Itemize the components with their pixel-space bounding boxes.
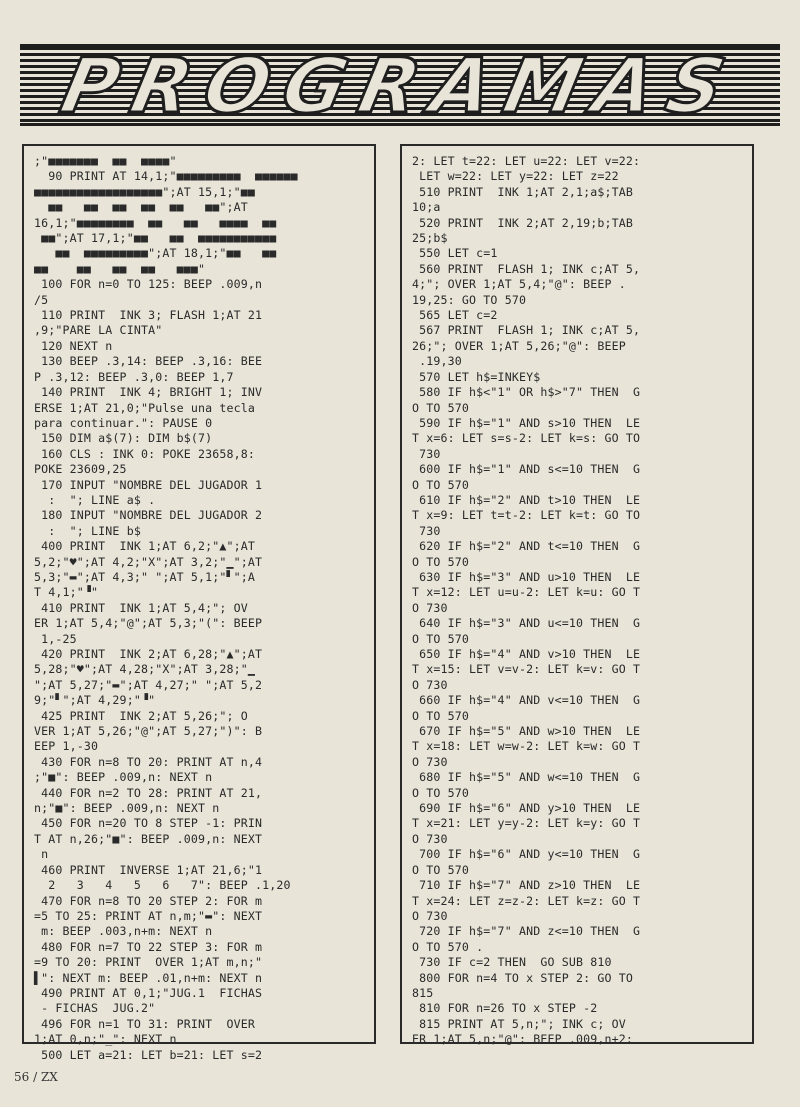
code-line: .19,30 [412,354,462,369]
code-listing-right [400,144,754,1047]
code-line: 170 INPUT "NOMBRE DEL JUGADOR 1 [34,477,263,492]
code-line: 480 FOR n=7 TO 22 STEP 3: FOR m [34,939,263,954]
code-line: 620 IF h$="2" AND t<=10 THEN G [412,539,641,554]
code-line: 510 PRINT INK 1;AT 2,1;a$;TAB [412,184,634,199]
code-line: ERSE 1;AT 21,0;"Pulse una tecla [34,400,256,415]
code-line: 440 FOR n=2 TO 28: PRINT AT 21, [34,785,263,800]
code-line: 496 FOR n=1 TO 31: PRINT OVER [34,1016,256,1031]
code-line: 4;"; OVER 1;AT 5,4;"@": BEEP . [412,277,626,292]
code-line: 100 FOR n=0 TO 125: BEEP .009,n [34,277,263,292]
code-line: 160 CLS : INK 0: POKE 23658,8: [34,446,256,461]
code-line: ER 1;AT 5,4;"@";AT 5,3;"(": BEEP [34,616,263,631]
code-line: 730 [412,523,441,538]
code-line: para continuar.": PAUSE 0 [34,415,213,430]
code-line: 10;a [412,200,441,215]
code-line: 815 [412,985,434,1000]
code-line: m: BEEP .003,n+m: NEXT n [34,924,213,939]
code-line: 650 IF h$="4" AND v>10 THEN LE [412,647,641,661]
code-line: ;"■■■■■■■ ■■ ■■■■" [34,154,177,168]
code-line: O TO 570 . [412,939,484,954]
code-line: POKE 23609,25 [34,462,127,477]
code-line: 700 IF h$="6" AND y<=10 THEN G [412,847,641,862]
code-line: 640 IF h$="3" AND u<=10 THEN G [412,616,641,631]
code-line: /5 [34,292,49,307]
code-line: T x=18: LET w=w-2: LET k=w: GO T [412,739,641,754]
code-listing-left [22,144,376,1062]
code-line: 26;"; OVER 1;AT 5,26;"@": BEEP [412,338,626,353]
code-line: 680 IF h$="5" AND w<=10 THEN G [412,770,641,785]
code-line: 180 INPUT "NOMBRE DEL JUGADOR 2 [34,508,263,523]
code-line: ▌": NEXT m: BEEP .01,n+m: NEXT n [34,970,263,985]
code-line: 9;"▘";AT 4,29;"▝" [34,693,156,708]
code-line: VER 1;AT 5,26;"@";AT 5,27;")": B [34,724,263,739]
code-line: 1;AT 0,n;"_": NEXT n [34,1032,177,1047]
code-line: 670 IF h$="5" AND w>10 THEN LE [412,724,641,739]
code-line: ,9;"PARE LA CINTA" [34,323,163,338]
code-line: O 730 [412,831,448,846]
header-banner [20,41,780,130]
code-line: 425 PRINT INK 2;AT 5,26;"; O [34,708,248,723]
code-line: ■■ ■■ ■■ ■■ ■■■" [34,261,206,276]
code-line: 410 PRINT INK 1;AT 5,4;"; OV [34,600,248,615]
code-line: O TO 570 [412,554,470,569]
code-line: : "; LINE b$ [34,523,141,538]
code-line: T x=9: LET t=t-2: LET k=t: GO TO [412,508,641,523]
code-line: 630 IF h$="3" AND u>10 THEN LE [412,569,641,584]
code-line: 120 NEXT n [34,338,113,353]
code-line: 800 FOR n=4 TO x STEP 2: GO TO [412,970,634,985]
code-line: 2: LET t=22: LET u=22: LET v=22: [412,154,641,168]
code-line: O TO 570 [412,862,470,877]
code-line: EEP 1,-30 [34,739,99,754]
code-line: ■■";AT 17,1;"■■ ■■ ■■■■■■■■■■■ [34,231,277,246]
code-line: T x=12: LET u=u-2: LET k=u: GO T [412,585,641,600]
code-line: LET w=22: LET y=22: LET z=22 [412,169,619,184]
code-line: 110 PRINT INK 3; FLASH 1;AT 21 [34,308,263,323]
code-line: 660 IF h$="4" AND v<=10 THEN G [412,693,641,708]
code-line: 1,-25 [34,631,77,646]
code-line: O TO 570 [412,785,470,800]
code-line: O TO 570 [412,631,470,646]
code-line: 815 PRINT AT 5,n;"; INK c; OV [412,1016,626,1031]
code-line: 19,25: GO TO 570 [412,292,527,307]
code-line: T x=21: LET y=y-2: LET k=y: GO T [412,816,641,831]
code-line: T x=24: LET z=z-2: LET k=z: GO T [412,893,641,908]
code-line: 490 PRINT AT 0,1;"JUG.1 FICHAS [34,985,263,1000]
code-line: 5,28;"♥";AT 4,28;"X";AT 3,28;"▁ [34,662,256,677]
code-line: 400 PRINT INK 1;AT 6,2;"▲";AT [34,539,256,554]
code-line: n;"■": BEEP .009,n: NEXT n [34,801,220,816]
code-line: T x=6: LET s=s-2: LET k=s: GO TO [412,431,641,446]
code-line: 610 IF h$="2" AND t>10 THEN LE [412,492,641,507]
code-line: ■■■■■■■■■■■■■■■■■■";AT 15,1;"■■ [34,184,256,199]
code-line: - FICHAS JUG.2" [34,1001,156,1016]
code-line: 150 DIM a$(7): DIM b$(7) [34,431,213,446]
code-line: 90 PRINT AT 14,1;"■■■■■■■■■ ■■■■■■ [34,169,298,184]
code-line: : "; LINE a$ . [34,492,156,507]
code-line: 560 PRINT FLASH 1; INK c;AT 5, [412,261,641,276]
code-line: O TO 570 [412,477,470,492]
code-line: 590 IF h$="1" AND s>10 THEN LE [412,415,641,430]
code-line: 16,1;"■■■■■■■■ ■■ ■■ ■■■■ ■■ [34,215,277,230]
code-line: 600 IF h$="1" AND s<=10 THEN G [412,462,641,477]
code-line: 730 IF c=2 THEN GO SUB 810 [412,955,612,970]
code-line: 140 PRINT INK 4; BRIGHT 1; INV [34,385,263,400]
code-line: 520 PRINT INK 2;AT 2,19;b;TAB [412,215,634,230]
code-line: O 730 [412,600,448,615]
code-line: O TO 570 [412,400,470,415]
code-line: 567 PRINT FLASH 1; INK c;AT 5, [412,323,641,338]
code-line: ";AT 5,27;"▬";AT 4,27;" ";AT 5,2 [34,677,263,692]
code-line: O 730 [412,677,448,692]
code-line: 580 IF h$<"1" OR h$>"7" THEN G [412,385,641,400]
code-line: ■■ ■■■■■■■■■";AT 18,1;"■■ ■■ [34,246,277,261]
code-line: O TO 570 [412,708,470,723]
code-line: ■■ ■■ ■■ ■■ ■■ ■■";AT [34,200,248,215]
code-line: 2 3 4 5 6 7": BEEP .1,20 [34,878,291,893]
code-line: T 4,1;"▝" [34,585,99,600]
code-line: 565 LET c=2 [412,308,498,323]
code-line: 550 LET c=1 [412,246,498,261]
code-line: 710 IF h$="7" AND z>10 THEN LE [412,878,641,893]
code-line: ;"■": BEEP .009,n: NEXT n [34,770,213,785]
code-line: 570 LET h$=INKEY$ [412,369,541,384]
code-line: =9 TO 20: PRINT OVER 1;AT m,n;" [34,955,263,970]
code-line: O 730 [412,754,448,769]
code-line: 420 PRINT INK 2;AT 6,28;"▲";AT [34,647,263,661]
code-line: n [34,847,49,862]
code-line: ER 1;AT 5,n;"@": BEEP .009,n+2: [412,1032,634,1047]
code-line: P .3,12: BEEP .3,0: BEEP 1,7 [34,369,234,384]
code-line: 450 FOR n=20 TO 8 STEP -1: PRIN [34,816,263,831]
code-line: 430 FOR n=8 TO 20: PRINT AT n,4 [34,754,263,769]
code-line: 730 [412,446,441,461]
code-line: 460 PRINT INVERSE 1;AT 21,6;"1 [34,862,263,877]
code-line: 470 FOR n=8 TO 20 STEP 2: FOR m [34,893,263,908]
code-line: =5 TO 25: PRINT AT n,m;"▬": NEXT [34,908,263,923]
code-line: 5,2;"♥";AT 4,2;"X";AT 3,2;"▁";AT [34,554,263,569]
code-line: 810 FOR n=26 TO x STEP -2 [412,1001,598,1016]
code-line: T AT n,26;"■": BEEP .009,n: NEXT [34,831,263,846]
page-footer: 56 / ZX [14,1070,58,1084]
code-line: T x=15: LET v=v-2: LET k=v: GO T [412,662,641,677]
code-line: 5,3;"▬";AT 4,3;" ";AT 5,1;"▘";A [34,569,256,584]
code-line: 500 LET a=21: LET b=21: LET s=2 [34,1047,263,1062]
code-line: 690 IF h$="6" AND y>10 THEN LE [412,801,641,816]
code-line: O 730 [412,908,448,923]
code-line: 130 BEEP .3,14: BEEP .3,16: BEE [34,354,263,369]
page-title: PROGRAMAS [53,41,747,130]
code-line: 720 IF h$="7" AND z<=10 THEN G [412,924,641,939]
code-line: 25;b$ [412,231,448,246]
